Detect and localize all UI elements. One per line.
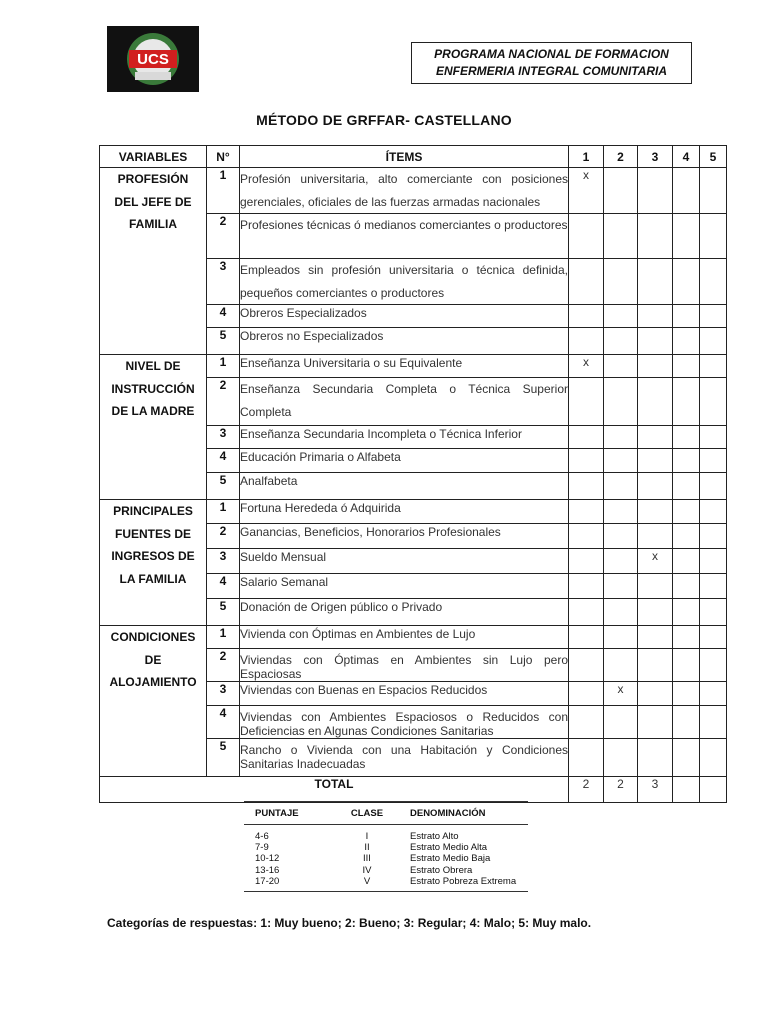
item-text: Vivienda con Óptimas en Ambientes de Lujo	[240, 626, 569, 649]
score-cell[interactable]	[700, 449, 727, 473]
score-cell[interactable]: x	[569, 168, 604, 214]
item-text: Educación Primaria o Alfabeta	[240, 449, 569, 473]
score-cell[interactable]	[700, 739, 727, 777]
item-text: Profesiones técnicas ó medianos comerciantes o productores	[240, 214, 569, 259]
row-number: 3	[207, 426, 240, 449]
table-row	[100, 500, 727, 524]
score-cell[interactable]	[673, 214, 700, 259]
row-number: 2	[207, 214, 240, 259]
score-cell[interactable]	[569, 524, 604, 549]
score-cell[interactable]	[604, 599, 638, 626]
graffar-table	[99, 145, 727, 803]
score-cell[interactable]	[638, 378, 673, 426]
score-cell[interactable]	[673, 549, 700, 574]
score-cell[interactable]	[700, 259, 727, 305]
item-text: Viviendas con Ambientes Espaciosos o Reducidos con Deficiencias en Algunas Condiciones Sanitarias	[240, 706, 569, 739]
score-cell[interactable]	[673, 524, 700, 549]
row-number: 3	[207, 259, 240, 305]
total-score	[673, 777, 700, 803]
score-cell[interactable]	[569, 473, 604, 500]
item-text: Viviendas con Buenas en Espacios Reducidos	[240, 682, 569, 706]
score-cell[interactable]	[604, 524, 638, 549]
score-cell[interactable]	[700, 599, 727, 626]
item-text: Enseñanza Secundaria Completa o Técnica Superior Completa	[240, 378, 569, 426]
score-cell[interactable]	[700, 305, 727, 328]
score-cell[interactable]	[569, 706, 604, 739]
score-cell[interactable]	[604, 214, 638, 259]
score-cell[interactable]	[700, 500, 727, 524]
score-cell[interactable]	[638, 305, 673, 328]
score-cell[interactable]	[604, 549, 638, 574]
program-line-2: ENFERMERIA INTEGRAL COMUNITARIA	[435, 64, 668, 78]
score-cell[interactable]	[569, 426, 604, 449]
legend-score: 17-20	[255, 875, 280, 887]
legend-row	[244, 831, 528, 842]
score-cell[interactable]	[604, 626, 638, 649]
item-text: Sueldo Mensual	[240, 549, 569, 574]
score-cell[interactable]	[569, 649, 604, 682]
legend-score: 10-12	[255, 853, 280, 865]
score-cell[interactable]	[700, 378, 727, 426]
legend-denomination: Estrato Medio Baja	[410, 853, 491, 865]
score-cell[interactable]	[569, 449, 604, 473]
total-score	[700, 777, 727, 803]
score-cell[interactable]	[638, 626, 673, 649]
score-cell[interactable]	[604, 305, 638, 328]
program-line-1: PROGRAMA NACIONAL DE FORMACION	[434, 47, 669, 61]
item-text: Viviendas con Óptimas en Ambientes sin Lujo pero Espaciosas	[240, 649, 569, 682]
legend-denomination: Estrato Alto	[410, 831, 459, 843]
row-number: 5	[207, 328, 240, 355]
row-number: 4	[207, 305, 240, 328]
response-categories: Categorías de respuestas: 1: Muy bueno; 2: Bueno; 3: Regular; 4: Malo; 5: Muy malo.	[107, 916, 592, 930]
total-label: TOTAL	[100, 777, 569, 803]
score-cell[interactable]	[673, 599, 700, 626]
item-text: Obreros Especializados	[240, 305, 569, 328]
score-cell[interactable]	[604, 426, 638, 449]
legend-header	[244, 802, 528, 825]
score-cell[interactable]	[604, 739, 638, 777]
score-cell[interactable]	[638, 426, 673, 449]
item-text: Rancho o Vivienda con una Habitación y Condiciones Sanitarias Inadecuadas	[240, 739, 569, 777]
legend-denomination: Estrato Pobreza Extrema	[410, 875, 517, 887]
header-score-5: 5	[700, 146, 727, 168]
item-text: Profesión universitaria, alto comerciante con posiciones gerenciales, oficiales de las fuerzas armadas nacionales	[240, 168, 569, 214]
legend-denomination: Estrato Obrera	[410, 864, 473, 876]
score-cell[interactable]	[638, 739, 673, 777]
legend-denomination: Estrato Medio Alta	[410, 842, 488, 854]
score-cell[interactable]	[638, 168, 673, 214]
score-cell[interactable]	[673, 574, 700, 599]
row-number: 2	[207, 378, 240, 426]
score-cell[interactable]	[700, 168, 727, 214]
row-number: 5	[207, 599, 240, 626]
score-cell[interactable]	[604, 449, 638, 473]
score-cell[interactable]	[700, 649, 727, 682]
score-cell[interactable]	[604, 328, 638, 355]
legend-class: V	[363, 875, 371, 887]
legend-score: 7-9	[255, 842, 269, 854]
score-cell[interactable]	[638, 524, 673, 549]
row-number: 4	[207, 706, 240, 739]
item-text: Analfabeta	[240, 473, 569, 500]
item-text: Enseñanza Universitaria o su Equivalente	[240, 355, 569, 378]
table-row	[100, 626, 727, 649]
score-cell[interactable]	[638, 328, 673, 355]
score-cell[interactable]	[569, 599, 604, 626]
header-variables: VARIABLES	[100, 146, 207, 168]
score-cell[interactable]	[638, 259, 673, 305]
row-number: 5	[207, 739, 240, 777]
row-number: 2	[207, 524, 240, 549]
total-row	[100, 777, 727, 803]
score-cell[interactable]	[638, 649, 673, 682]
score-cell[interactable]	[638, 500, 673, 524]
score-cell[interactable]	[569, 378, 604, 426]
legend-row	[244, 842, 528, 853]
document-title: MÉTODO DE GRFFAR- CASTELLANO	[256, 112, 512, 128]
score-cell[interactable]	[604, 473, 638, 500]
item-text: Enseñanza Secundaria Incompleta o Técnica Inferior	[240, 426, 569, 449]
legend-row	[244, 876, 528, 887]
header-score-1: 1	[569, 146, 604, 168]
score-cell[interactable]: x	[569, 355, 604, 378]
score-cell[interactable]	[604, 706, 638, 739]
score-cell[interactable]	[673, 706, 700, 739]
score-cell[interactable]	[700, 549, 727, 574]
score-cell[interactable]	[569, 328, 604, 355]
score-cell[interactable]	[673, 305, 700, 328]
row-number: 1	[207, 168, 240, 214]
item-text: Empleados sin profesión universitaria o técnica definida, pequeños comerciantes o productores	[240, 259, 569, 305]
header-score-4: 4	[673, 146, 700, 168]
legend-class: I	[365, 831, 369, 843]
score-cell[interactable]	[569, 574, 604, 599]
item-text: Salario Semanal	[240, 574, 569, 599]
legend-score: 4-6	[255, 831, 269, 843]
score-cell[interactable]	[673, 168, 700, 214]
score-cell[interactable]	[673, 449, 700, 473]
score-cell[interactable]	[673, 426, 700, 449]
variable-profesion: PROFESIÓN DEL JEFE DE FAMILIA	[100, 168, 207, 355]
total-score: 3	[638, 777, 673, 803]
row-number: 1	[207, 500, 240, 524]
score-cell[interactable]	[700, 328, 727, 355]
score-cell[interactable]	[673, 473, 700, 500]
header-score-2: 2	[604, 146, 638, 168]
score-cell[interactable]	[604, 259, 638, 305]
item-text: Donación de Origen público o Privado	[240, 599, 569, 626]
row-number: 5	[207, 473, 240, 500]
score-cell[interactable]	[700, 524, 727, 549]
score-cell[interactable]	[638, 355, 673, 378]
item-text: Ganancias, Beneficios, Honorarios Profesionales	[240, 524, 569, 549]
score-cell[interactable]	[673, 649, 700, 682]
row-number: 1	[207, 355, 240, 378]
score-cell[interactable]	[569, 626, 604, 649]
total-score: 2	[569, 777, 604, 803]
score-cell[interactable]	[673, 378, 700, 426]
score-cell[interactable]	[638, 214, 673, 259]
row-number: 3	[207, 549, 240, 574]
legend-class: III	[363, 853, 371, 865]
score-cell[interactable]	[604, 649, 638, 682]
item-text: Obreros no Especializados	[240, 328, 569, 355]
header-score-3: 3	[638, 146, 673, 168]
legend-header-clase: CLASE	[350, 807, 384, 819]
score-cell[interactable]	[604, 500, 638, 524]
legend-row	[244, 853, 528, 864]
score-cell[interactable]	[638, 599, 673, 626]
total-score: 2	[604, 777, 638, 803]
score-cell[interactable]	[638, 706, 673, 739]
strata-legend	[244, 801, 528, 892]
legend-class: II	[364, 842, 370, 854]
row-number: 4	[207, 449, 240, 473]
score-cell[interactable]	[604, 168, 638, 214]
score-cell[interactable]	[673, 682, 700, 706]
variable-instruccion: NIVEL DE INSTRUCCIÓN DE LA MADRE	[100, 355, 207, 500]
row-number: 3	[207, 682, 240, 706]
score-cell[interactable]	[673, 259, 700, 305]
score-cell[interactable]	[604, 378, 638, 426]
score-cell[interactable]	[569, 739, 604, 777]
score-cell[interactable]	[569, 549, 604, 574]
score-cell[interactable]	[700, 682, 727, 706]
score-cell[interactable]	[569, 259, 604, 305]
score-cell[interactable]	[700, 574, 727, 599]
program-box	[411, 42, 692, 84]
score-cell[interactable]	[638, 682, 673, 706]
legend-header-puntaje: PUNTAJE	[255, 807, 299, 819]
score-cell[interactable]	[604, 574, 638, 599]
score-cell[interactable]	[604, 355, 638, 378]
score-cell[interactable]	[700, 706, 727, 739]
score-cell[interactable]	[673, 626, 700, 649]
legend-header-denominacion: DENOMINACIÓN	[410, 807, 486, 819]
table-row	[100, 355, 727, 378]
score-cell[interactable]	[673, 739, 700, 777]
legend-rows	[244, 825, 528, 892]
variable-ingresos: PRINCIPALES FUENTES DE INGRESOS DE LA FAMILIA	[100, 500, 207, 626]
header-items: ÍTEMS	[240, 146, 569, 168]
score-cell[interactable]	[700, 473, 727, 500]
ucs-logo	[107, 26, 199, 92]
legend-row	[244, 865, 528, 876]
score-cell[interactable]	[673, 500, 700, 524]
score-cell[interactable]	[638, 574, 673, 599]
table-row	[100, 168, 727, 214]
legend-class: IV	[362, 864, 372, 876]
row-number: 4	[207, 574, 240, 599]
score-cell[interactable]	[700, 626, 727, 649]
header-number: N°	[207, 146, 240, 168]
score-cell[interactable]	[638, 473, 673, 500]
score-cell[interactable]	[569, 305, 604, 328]
score-cell[interactable]	[569, 500, 604, 524]
row-number: 1	[207, 626, 240, 649]
row-number: 2	[207, 649, 240, 682]
score-cell[interactable]	[700, 355, 727, 378]
score-cell[interactable]	[673, 355, 700, 378]
table-header-row	[100, 146, 727, 168]
score-cell[interactable]	[673, 328, 700, 355]
score-cell[interactable]	[638, 449, 673, 473]
item-text: Fortuna Herededa ó Adquirida	[240, 500, 569, 524]
score-cell[interactable]	[569, 214, 604, 259]
score-cell[interactable]: x	[638, 549, 673, 574]
score-cell[interactable]	[700, 426, 727, 449]
variable-alojamiento: CONDICIONES DE ALOJAMIENTO	[100, 626, 207, 777]
logo-text: UCS	[137, 51, 169, 68]
score-cell[interactable]	[569, 682, 604, 706]
score-cell[interactable]	[700, 214, 727, 259]
score-cell[interactable]: x	[604, 682, 638, 706]
legend-score: 13-16	[255, 864, 280, 876]
